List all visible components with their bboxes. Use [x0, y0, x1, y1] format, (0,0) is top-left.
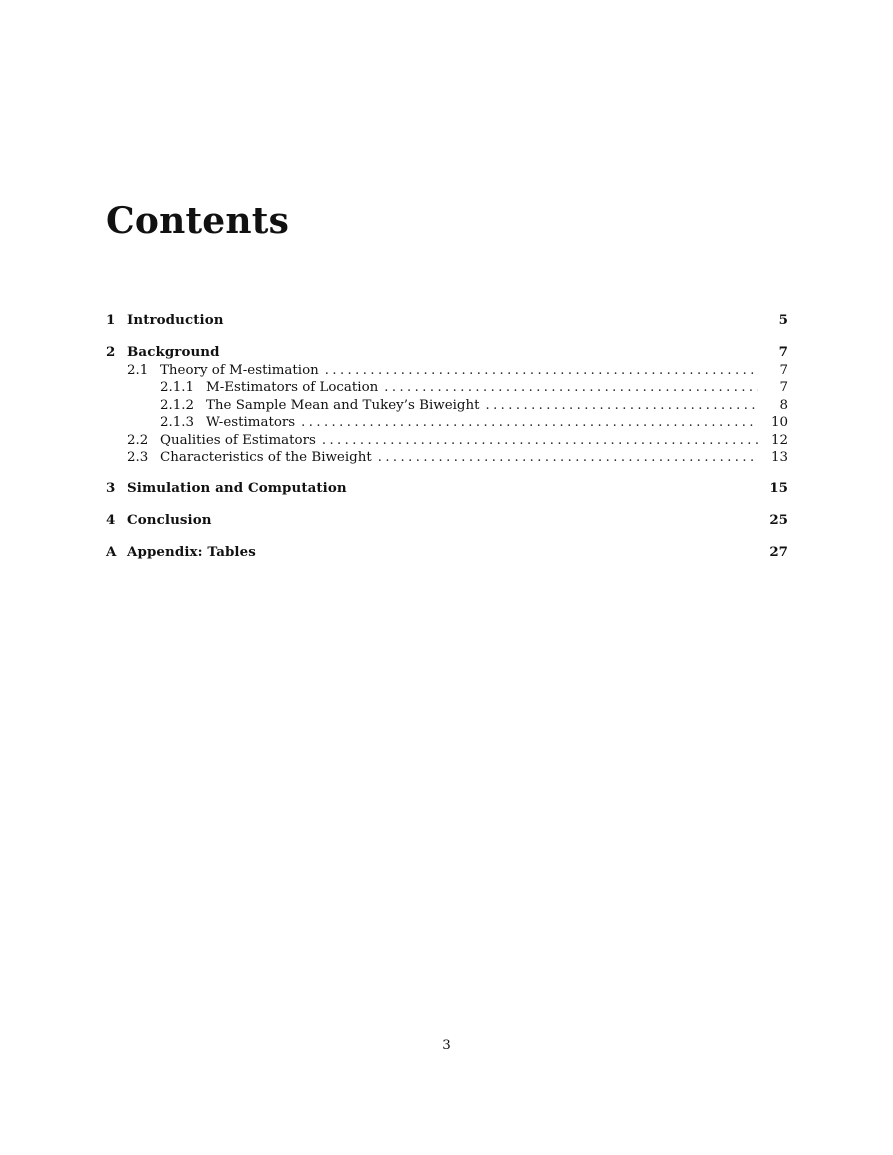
toc-entry-background[interactable]	[106, 343, 788, 362]
toc-page-number: 7	[779, 363, 788, 378]
toc-page-number: 27	[769, 544, 788, 561]
toc-page-number: 7	[778, 344, 788, 360]
toc-number: 2.3	[127, 449, 149, 465]
toc-page-number: 13	[770, 449, 788, 465]
toc-page-number: 5	[778, 312, 788, 328]
toc-dot-leader	[485, 397, 758, 414]
toc-page-number: 10	[770, 415, 788, 431]
toc-number: 2	[106, 344, 116, 360]
toc-dot-leader	[301, 414, 758, 431]
toc-entry-m-estimators-of-location[interactable]	[106, 379, 788, 396]
toc-entry-qualities-of-estimators[interactable]	[106, 432, 788, 449]
toc-number: 2.2	[127, 432, 149, 448]
toc-number: 4	[106, 512, 116, 529]
toc-entry-theory-of-m-estimation[interactable]	[106, 362, 788, 379]
toc-dot-leader	[322, 432, 758, 449]
toc-entry-appendix-tables[interactable]	[106, 543, 788, 562]
toc-page-number: 7	[779, 380, 788, 396]
toc-page-number: 15	[769, 480, 788, 497]
toc-page-number: 25	[769, 512, 788, 529]
toc-page-number: 8	[779, 397, 788, 413]
toc-label: Qualities of Estimators	[160, 432, 316, 448]
toc-number: 2.1.3	[160, 415, 195, 431]
toc-label: Simulation and Computation	[127, 480, 347, 497]
toc-number: 1	[106, 312, 116, 328]
toc-number: 2.1.1	[160, 380, 195, 396]
toc-label: Introduction	[127, 312, 224, 328]
toc-entry-sample-mean-and-biweight[interactable]	[106, 397, 788, 414]
toc-entry-simulation-and-computation[interactable]	[106, 479, 788, 498]
toc-entry-characteristics-of-biweight[interactable]	[106, 449, 788, 466]
toc-page-number: 12	[770, 432, 788, 448]
toc-label: Appendix: Tables	[127, 544, 256, 561]
toc-label: Conclusion	[127, 512, 212, 529]
toc-dot-leader	[325, 362, 758, 379]
toc-label: Background	[127, 344, 220, 360]
toc-number: A	[106, 544, 117, 561]
toc-number: 3	[106, 480, 116, 497]
table-of-contents	[106, 311, 788, 562]
toc-entry-conclusion[interactable]	[106, 511, 788, 530]
toc-entry-w-estimators[interactable]	[106, 414, 788, 431]
toc-dot-leader	[378, 449, 758, 466]
page-title: Contents	[106, 200, 290, 242]
toc-entry-introduction[interactable]	[106, 311, 788, 330]
toc-number: 2.1	[127, 363, 149, 378]
toc-label: The Sample Mean and Tukey’s Biweight	[206, 397, 480, 413]
toc-label: W-estimators	[206, 415, 296, 431]
toc-label: Theory of M-estimation	[160, 363, 319, 378]
toc-label: M-Estimators of Location	[206, 380, 379, 396]
toc-dot-leader	[384, 379, 758, 396]
page-number-footer: 3	[442, 1038, 451, 1053]
toc-number: 2.1.2	[160, 397, 195, 413]
toc-label: Characteristics of the Biweight	[160, 449, 372, 465]
